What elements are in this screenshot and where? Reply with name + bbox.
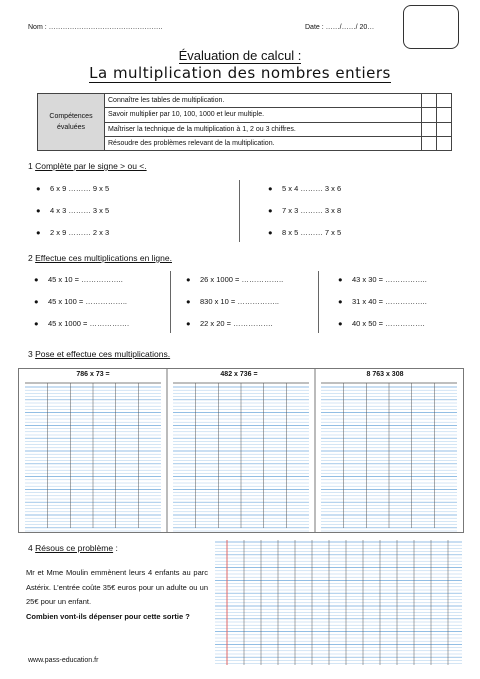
ex2-item: ● 45 x 1000 = ……………. xyxy=(34,319,130,328)
ex1-title: 1 Complète par le signe > ou <. xyxy=(28,161,147,171)
ex4-title: 4 Résous ce problème : xyxy=(28,543,118,553)
seyes-grid xyxy=(19,369,463,532)
eval-box xyxy=(437,136,452,150)
eval-box xyxy=(437,122,452,136)
eval-box xyxy=(422,108,437,122)
ex2-item: ● 830 x 10 = …………….. xyxy=(186,297,279,306)
competence-item: Connaître les tables de multiplication. xyxy=(105,94,422,108)
eval-box xyxy=(437,108,452,122)
eval-box xyxy=(422,136,437,150)
name-field: Nom : …………………………………………. xyxy=(28,24,163,31)
ex2-item: ● 40 x 50 = ……………. xyxy=(338,319,425,328)
ex3-title: 3 Pose et effectue ces multiplications. xyxy=(28,349,171,359)
divider xyxy=(239,180,240,242)
ex2-title: 2 Effectue ces multiplications en ligne. xyxy=(28,253,172,263)
competence-item: Savoir multiplier par 10, 100, 1000 et leur multiple. xyxy=(105,108,422,122)
divider xyxy=(170,271,171,333)
eval-box xyxy=(422,94,437,108)
eval-box xyxy=(422,122,437,136)
ex1-item: ● 2 x 9 ……… 2 x 3 xyxy=(36,228,110,237)
problem-text: Mr et Mme Moulin emmènent leurs 4 enfants au parc Astérix. L’entrée coûte 35€ euros pour un adulte ou un 25€ pour un enfant. Combien vont-ils dépenser pour cette sortie ? xyxy=(26,566,208,624)
footer-url: www.pass-education.fr xyxy=(28,657,99,664)
competence-item: Maîtriser la technique de la multiplication à 1, 2 ou 3 chiffres. xyxy=(105,122,422,136)
divider xyxy=(318,271,319,333)
multiplication-grid-area xyxy=(18,368,464,533)
ex1-item: ● 8 x 5 ……… 7 x 5 xyxy=(268,228,342,237)
ex2-item: ● 31 x 40 = …………….. xyxy=(338,297,427,306)
ex2-item: ● 26 x 1000 = …………….. xyxy=(186,275,284,284)
problem-question: Combien vont-ils dépenser pour cette sortie ? xyxy=(26,611,190,621)
competence-item: Résoudre des problèmes relevant de la multiplication. xyxy=(105,136,422,150)
page-subtitle: La multiplication des nombres entiers xyxy=(89,64,391,82)
ex1-item: ● 5 x 4 ……… 3 x 6 xyxy=(268,184,342,193)
ex2-item: ● 45 x 100 = …………….. xyxy=(34,297,127,306)
ex1-item: ● 7 x 3 ……… 3 x 8 xyxy=(268,206,342,215)
ex2-item: ● 43 x 30 = …………….. xyxy=(338,275,427,284)
date-field: Date : ……/……/ 20… xyxy=(305,24,375,31)
eval-box xyxy=(437,94,452,108)
competences-table xyxy=(37,93,452,151)
ex2-item: ● 22 x 20 = ……………. xyxy=(186,319,273,328)
competences-label: Compétences évaluées xyxy=(38,94,105,151)
seyes-grid-problem xyxy=(215,540,462,665)
op-label: 8 763 x 308 xyxy=(366,371,404,378)
ex1-item: ● 6 x 9 ……… 9 x 5 xyxy=(36,184,110,193)
ex1-item: ● 4 x 3 ……… 3 x 5 xyxy=(36,206,110,215)
grade-box xyxy=(403,5,459,49)
op-label: 482 x 736 = xyxy=(220,371,258,378)
ex2-item: ● 45 x 10 = …………….. xyxy=(34,275,123,284)
page-title: Évaluation de calcul : xyxy=(178,48,302,63)
op-label: 786 x 73 = xyxy=(76,371,110,378)
